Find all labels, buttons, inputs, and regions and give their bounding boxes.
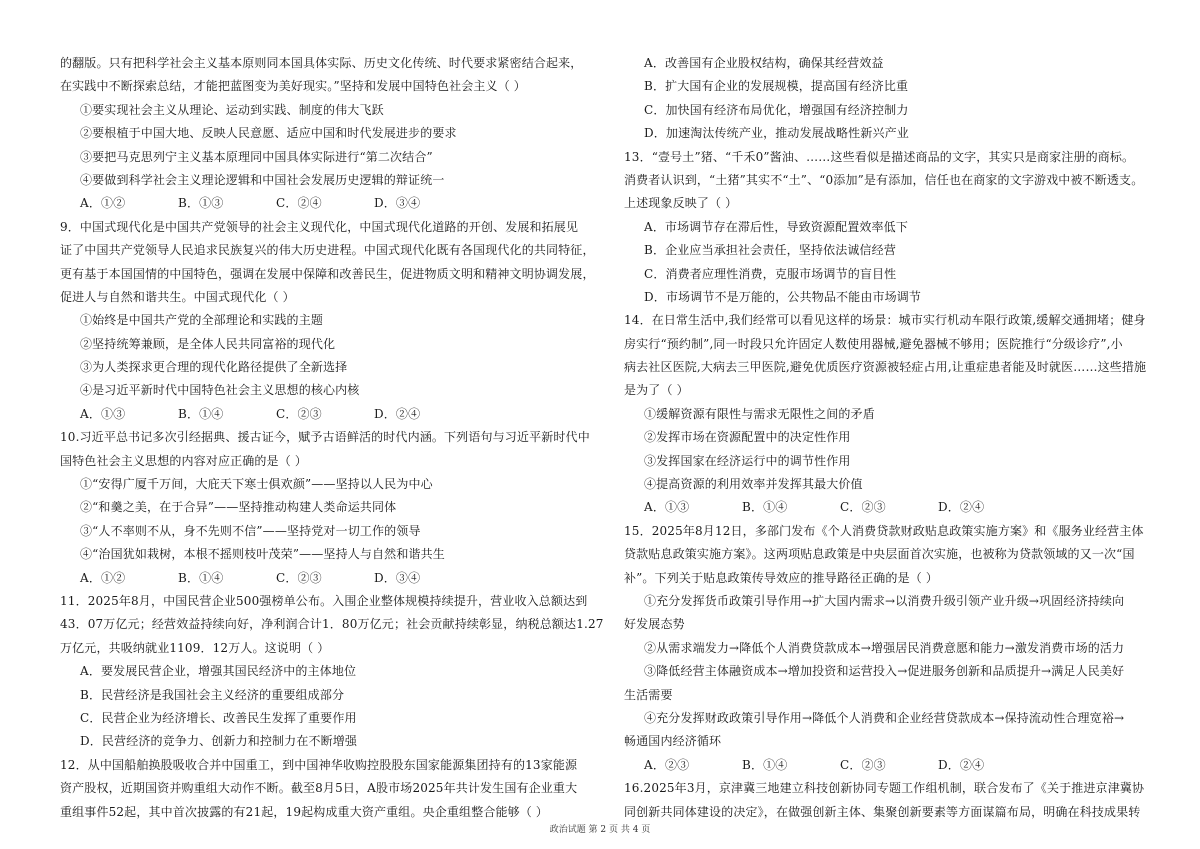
text-line: 畅通国内经济循环 — [624, 734, 722, 749]
option-d: D．②④ — [938, 757, 985, 772]
question-14: 14．在日常生活中,我们经常可以看见这样的场景：城市实行机动车限行政策,缓解交通拥堵；健身 — [624, 313, 1146, 328]
text-line: 贷款贴息政策实施方案》。这两项贴息政策是中央层面首次实施，也被称为贷款领域的又一次“国 — [624, 547, 1135, 562]
choice-line: ②从需求端发力→降低个人消费贷款成本→增强居民消费意愿和能力→激发消费市场的活力 — [644, 640, 1125, 655]
option-d: D．③④ — [374, 570, 421, 585]
choice-line: A．市场调节存在滞后性，导致资源配置效率低下 — [644, 219, 908, 234]
choice-line: ①缓解资源有限性与需求无限性之间的矛盾 — [644, 406, 875, 421]
choice-line: ②坚持统筹兼顾，是全体人民共同富裕的现代化 — [80, 336, 336, 351]
choice-line: ①“安得广厦千万间，大庇天下寒士俱欢颜”——坚持以人民为中心 — [80, 477, 433, 492]
choice-line: ①充分发挥货币政策引导作用→扩大国内需求→以消费升级引领产业升级→巩固经济持续向 — [644, 593, 1125, 608]
option-b: B．①④ — [178, 406, 224, 421]
text-line: 43．07万亿元；经营效益持续向好，净利润合计1．80万亿元；社会贡献持续彰显，纳税总额达1.27 — [60, 617, 604, 632]
answer-options — [624, 754, 1164, 777]
choice-line: ③为人类探求更合理的现代化路径提供了全新选择 — [80, 360, 348, 375]
text-line: 证了中国共产党领导人民追求民族复兴的伟大历史进程。中国式现代化既有各国现代化的共同特征， — [60, 243, 595, 258]
left-column — [60, 52, 612, 824]
text-line: 生活需要 — [624, 687, 673, 702]
choice-line: ③“人不率则不从，身不先则不信”——坚持党对一切工作的领导 — [80, 523, 421, 538]
option-c: C．②④ — [276, 196, 322, 211]
answer-options — [624, 496, 1164, 519]
question-10: 10.习近平总书记多次引经据典、援古证今，赋予古语鲜活的时代内涵。下列语句与习近平新时代中 — [60, 430, 590, 445]
choice-line: C．民营企业为经济增长、改善民生发挥了重要作用 — [80, 710, 357, 725]
text-line: 是为了（ ） — [624, 383, 689, 398]
text-line: 补”。下列关于贴息政策传导效应的推导路径正确的是（ ） — [624, 570, 939, 585]
choice-line: ④提高资源的利用效率并发挥其最大价值 — [644, 477, 863, 492]
choice-line: ①要实现社会主义从理论、运动到实践、制度的伟大飞跃 — [80, 102, 384, 117]
option-d: D．②④ — [938, 500, 985, 515]
answer-options — [60, 192, 612, 215]
text-line: 消费者认识到，“土猪”其实不“土”、“0添加”是有添加，信任也在商家的文字游戏中被不断透支。 — [624, 172, 1144, 187]
question-11: 11．2025年8月，中国民营企业500强榜单公布。入围企业整体规模持续提升，营业收入总额达到 — [60, 593, 588, 608]
text-line: 促进人与自然和谐共生。中国式现代化（ ） — [60, 289, 295, 304]
question-16: 16.2025年3月，京津冀三地建立科技创新协同专题工作组机制，联合发布了《关于推进京津冀协 — [624, 781, 1145, 796]
option-b: B．①④ — [742, 500, 788, 515]
choice-line: ④是习近平新时代中国特色社会主义思想的核心内核 — [80, 383, 360, 398]
choice-line: ①始终是中国共产党的全部理论和实践的主题 — [80, 313, 324, 328]
right-column — [624, 52, 1164, 824]
choice-line: ②要根植于中国大地、反映人民意愿、适应中国和时代发展进步的要求 — [80, 126, 457, 141]
choice-line: B．民营经济是我国社会主义经济的重要组成部分 — [80, 687, 345, 702]
choice-line: ③发挥国家在经济运行中的调节性作用 — [644, 453, 851, 468]
choice-line: A．改善国有企业股权结构，确保其经营效益 — [644, 56, 884, 70]
option-a: A．②③ — [644, 757, 690, 772]
choice-line: ④要做到科学社会主义理论逻辑和中国社会发展历史逻辑的辩证统一 — [80, 172, 445, 187]
choice-line: ②发挥市场在资源配置中的决定性作用 — [644, 430, 851, 445]
text-line: 同创新共同体建设的决定》，在做强创新主体、集聚创新要素等方面谋篇布局，明确在科技成果转 — [624, 804, 1141, 819]
option-c: C．②③ — [276, 570, 322, 585]
text-line: 国特色社会主义思想的内容对应正确的是（ ） — [60, 453, 307, 468]
option-c: C．②③ — [840, 757, 886, 772]
answer-options — [60, 403, 612, 426]
choice-line: ④“治国犹如栽树，本根不摇则枝叶茂荣”——坚持人与自然和谐共生 — [80, 547, 445, 562]
option-b: B．①④ — [742, 757, 788, 772]
text-line: 的翻版。只有把科学社会主义基本原则同本国具体实际、历史文化传统、时代要求紧密结合起来， — [60, 56, 583, 70]
choice-line: D．民营经济的竞争力、创新力和控制力在不断增强 — [80, 734, 358, 749]
choice-line: B．企业应当承担社会责任，坚持依法诚信经营 — [644, 243, 896, 258]
choice-line: ④充分发挥财政政策引导作用→降低个人消费和企业经营贷款成本→保持流动性合理宽裕→ — [644, 710, 1125, 725]
option-d: D．③④ — [374, 196, 421, 211]
choice-line: ②“和羹之美，在于合异”——坚持推动构建人类命运共同体 — [80, 500, 397, 515]
option-a: A．①③ — [80, 406, 126, 421]
option-c: C．②③ — [276, 406, 322, 421]
choice-line: A．要发展民营企业，增强其国民经济中的主体地位 — [80, 664, 357, 679]
choice-line: ③要把马克思列宁主义基本原理同中国具体实际进行“第二次结合” — [80, 149, 433, 164]
option-d: D．②④ — [374, 406, 421, 421]
option-a: A．①③ — [644, 500, 690, 515]
question-15: 15．2025年8月12日，多部门发布《个人消费贷款财政贴息政策实施方案》和《服务业经营主体 — [624, 523, 1144, 538]
text-line: 好发展态势 — [624, 617, 685, 632]
choice-line: ③降低经营主体融资成本→增加投资和运营投入→促进服务创新和品质提升→满足人民美好 — [644, 664, 1125, 679]
option-b: B．①④ — [178, 570, 224, 585]
choice-line: C．消费者应理性消费，克服市场调节的盲目性 — [644, 266, 897, 281]
question-9: 9．中国式现代化是中国共产党领导的社会主义现代化，中国式现代化道路的开创、发展和拓展见 — [60, 219, 579, 234]
text-line: 上述现象反映了（ ） — [624, 196, 738, 211]
choice-line: C．加快国有经济布局优化，增强国有经济控制力 — [644, 102, 909, 117]
page-footer: 政治试题 第 2 页 共 4 页 — [549, 825, 651, 835]
text-line: 重组事件52起，其中首次披露的有21起，19起构成重大资产重组。央企重组整合能够（ ） — [60, 804, 549, 819]
question-13: 13．“壹号土”猪、“千禾0”酱油、……这些看似是描述商品的文字，其实只是商家注册的商标。 — [624, 149, 1135, 164]
text-line: 更有基于本国国情的中国特色，强调在发展中保障和改善民生，促进物质文明和精神文明协调发展， — [60, 266, 595, 281]
option-b: B．①③ — [178, 196, 224, 211]
choice-line: D．加速淘汰传统产业，推动发展战略性新兴产业 — [644, 126, 909, 141]
text-line: 病去社区医院,大病去三甲医院,避免优质医疗资源被轻症占用,让重症患者能及时就医……这些措施 — [624, 360, 1147, 375]
question-12: 12．从中国船舶换股吸收合并中国重工，到中国神华收购控股股东国家能源集团持有的13家能源 — [60, 757, 578, 772]
text-line: 万亿元，共吸纳就业1109．12万人。这说明（ ） — [60, 640, 330, 655]
choice-line: D．市场调节不是万能的，公共物品不能由市场调节 — [644, 289, 922, 304]
choice-line: B．扩大国有企业的发展规模，提高国有经济比重 — [644, 79, 909, 94]
text-line: 资产股权，近期国资并购重组大动作不断。截至8月5日，A股市场2025年共计发生国有企业重大 — [60, 781, 578, 796]
answer-options — [60, 567, 612, 590]
text-line: 在实践中不断探索总结，才能把蓝图变为美好现实。”坚持和发展中国特色社会主义（ ） — [60, 79, 526, 94]
text-line: 房实行“预约制”,同一时段只允许固定人数使用器械,避免器械不够用；医院推行“分级诊疗”,小 — [624, 336, 1123, 351]
option-c: C．②③ — [840, 500, 886, 515]
option-a: A．①② — [80, 570, 126, 585]
option-a: A．①② — [80, 196, 126, 211]
